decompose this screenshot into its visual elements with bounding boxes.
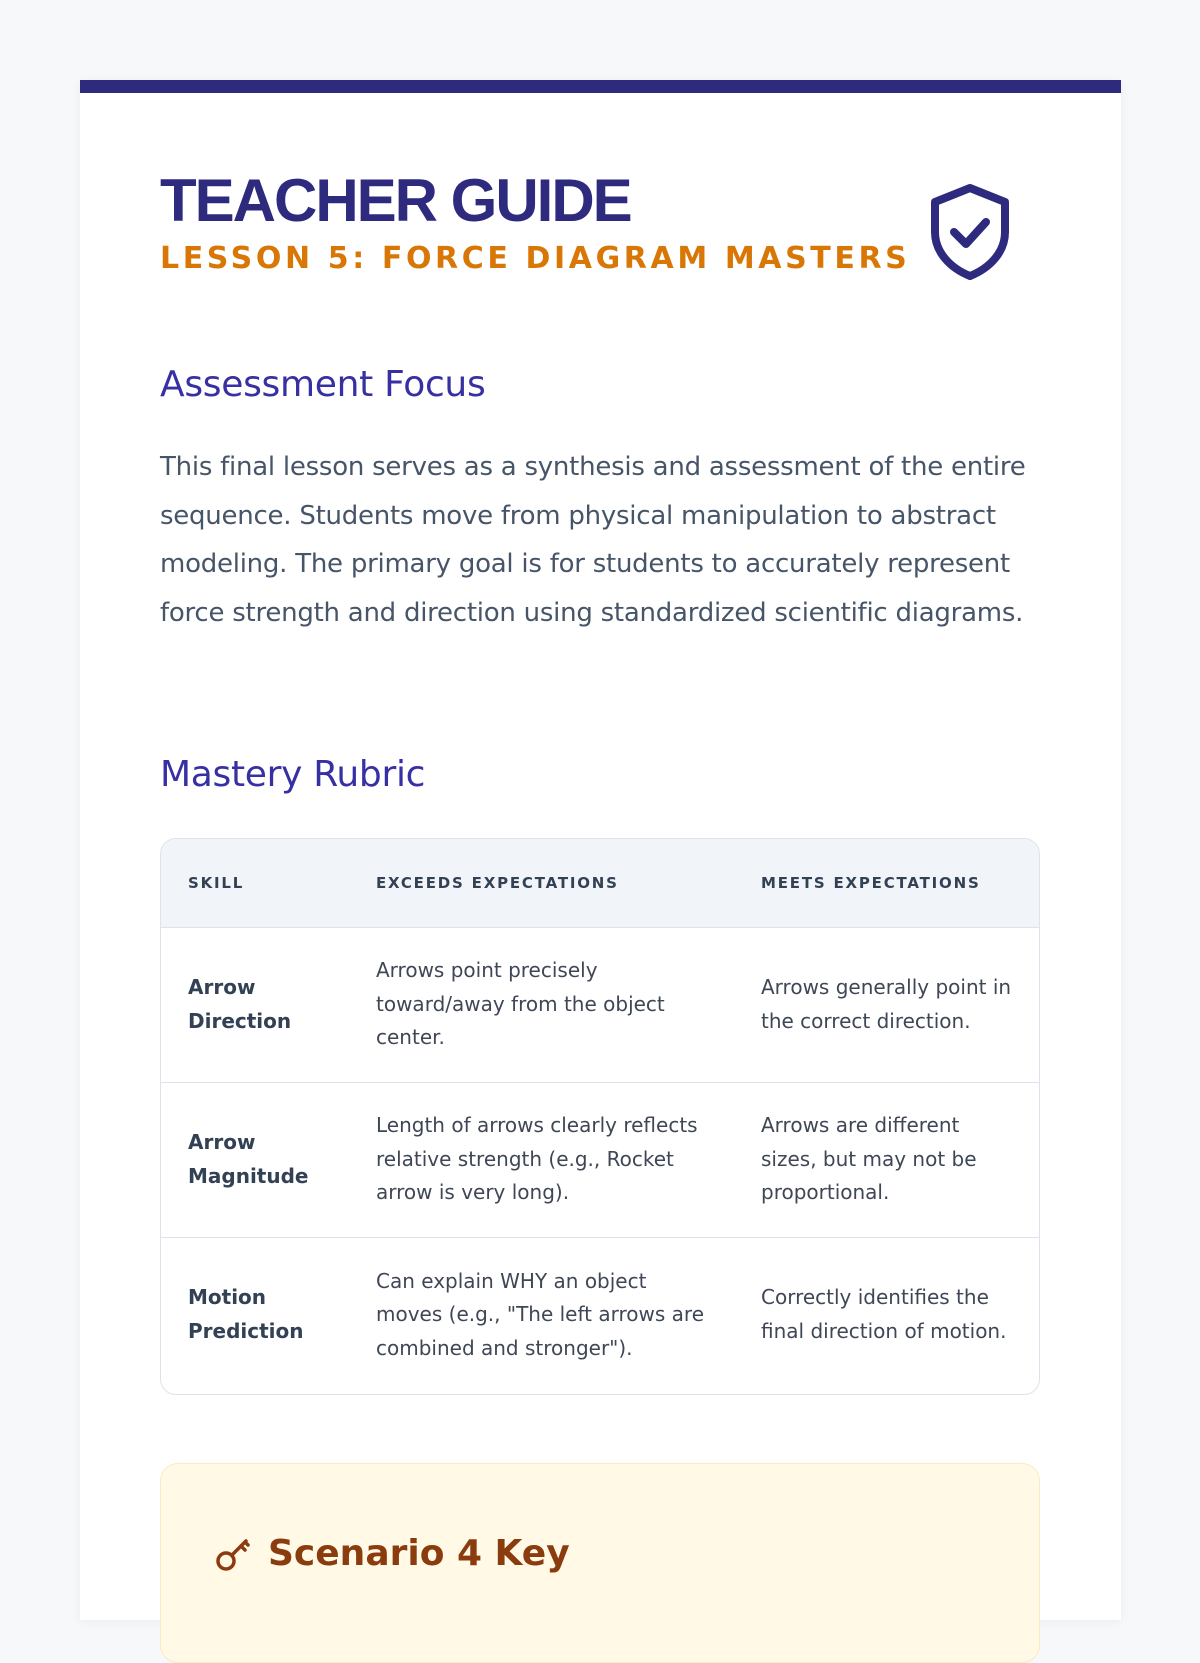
skill-cell: Motion Prediction	[188, 1285, 304, 1343]
mastery-rubric-table	[160, 838, 1040, 1395]
exceeds-cell: Arrows point precisely toward/away from the object center.	[349, 927, 734, 1082]
scenario-key-box	[160, 1463, 1040, 1663]
page-title: TEACHER GUIDE	[160, 167, 631, 234]
guide-card	[80, 80, 1121, 1620]
assessment-focus-heading: Assessment Focus	[160, 364, 486, 405]
exceeds-cell: Can explain WHY an object moves (e.g., "The left arrows are combined and stronger").	[376, 1268, 704, 1360]
key-icon	[213, 1534, 253, 1574]
exceeds-cell: Length of arrows clearly reflects relative strength (e.g., Rocket arrow is very long).	[349, 1082, 734, 1237]
meets-cell: Arrows generally point in the correct direction.	[734, 927, 1039, 1082]
column-header-meets: MEETS EXPECTATIONS	[734, 839, 1039, 927]
table-header-row	[161, 839, 1039, 927]
table-row	[161, 1237, 1039, 1392]
table-row	[161, 927, 1039, 1082]
mastery-rubric-heading: Mastery Rubric	[160, 754, 426, 795]
skill-cell: Arrow Magnitude	[161, 1082, 349, 1237]
lesson-subtitle: LESSON 5: FORCE DIAGRAM MASTERS	[160, 241, 911, 276]
column-header-skill: SKILL	[161, 839, 349, 927]
assessment-focus-text: This final lesson serves as a synthesis and assessment of the entire sequence. Students move from physical manipulation to abstract modeling. The primary goal is for students to accurately represent force strength and direction using standardized scientific diagrams.	[160, 452, 1026, 628]
meets-cell: Arrows are different sizes, but may not be proportional.	[734, 1082, 1039, 1237]
skill-cell: Arrow Direction	[161, 927, 349, 1082]
table-row	[161, 1082, 1039, 1237]
shield-check-icon	[920, 182, 1020, 282]
meets-cell: Correctly identifies the final direction of motion.	[761, 1285, 1007, 1343]
scenario-key-title: Scenario 4 Key	[268, 1533, 570, 1574]
column-header-exceeds: EXCEEDS EXPECTATIONS	[349, 839, 734, 927]
